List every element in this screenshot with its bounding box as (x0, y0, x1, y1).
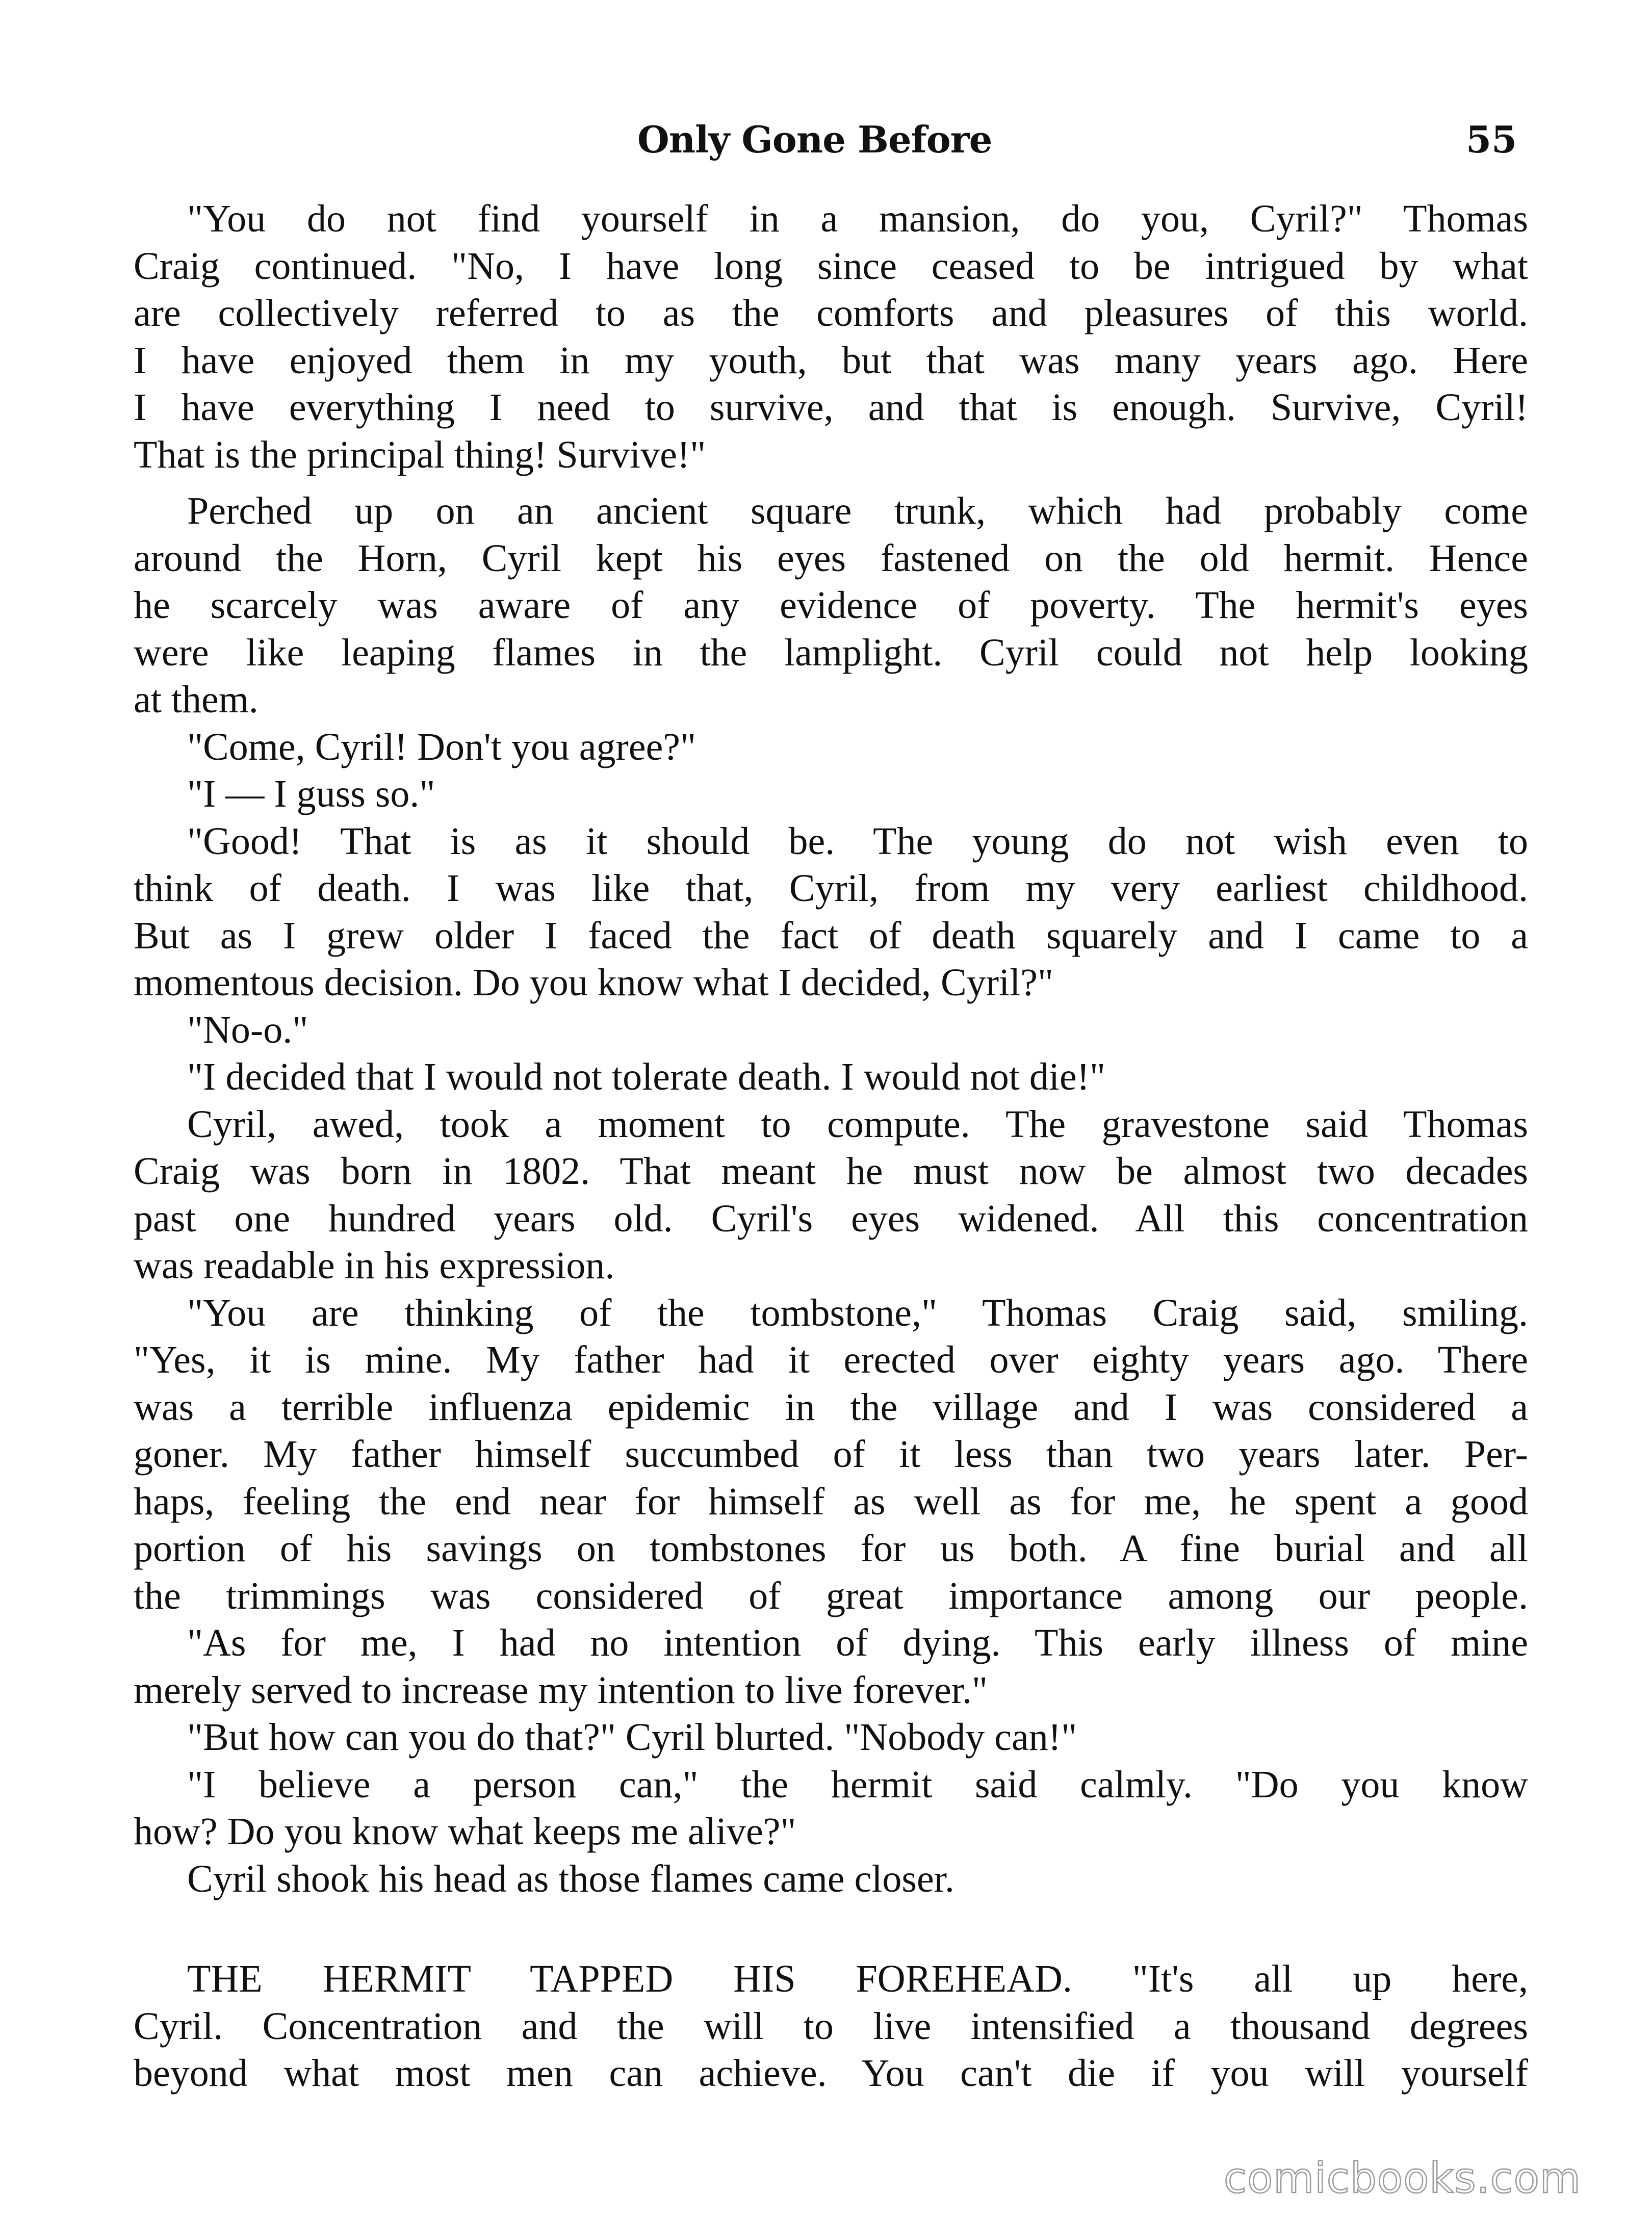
text-line: "You do not find yourself in a mansion, do you, Cyril?" Thomas (187, 197, 1528, 240)
text-line: "No-o." (187, 1008, 308, 1051)
text-line: are collectively referred to as the comforts and pleasures of this world. (134, 292, 1528, 334)
text-line: around the Horn, Cyril kept his eyes fastened on the old hermit. Hence (134, 536, 1528, 580)
text-line: Cyril. Concentration and the will to live intensified a thousand degrees (134, 2004, 1528, 2048)
text-line: THE HERMIT TAPPED HIS FOREHEAD. "It's all up here, (187, 1957, 1528, 2000)
text-line: goner. My father himself succumbed of it less than two years later. Per- (134, 1433, 1528, 1476)
text-line: Craig continued. "No, I have long since ceased to be intrigued by what (134, 244, 1528, 288)
text-line: portion of his savings on tombstones for us both. A fine burial and all (134, 1527, 1528, 1570)
text-line: Cyril shook his head as those flames came closer. (187, 1857, 954, 1900)
text-line: how? Do you know what keeps me alive?" (134, 1810, 796, 1853)
text-line: merely served to increase my intention to live forever." (134, 1668, 988, 1712)
text-line: "Yes, it is mine. My father had it erected over eighty years ago. There (134, 1338, 1528, 1381)
text-line: "Come, Cyril! Don't you agree?" (187, 725, 696, 768)
text-line: "But how can you do that?" Cyril blurted. "Nobody can!" (187, 1716, 1077, 1759)
text-line: "I — I guss so." (187, 772, 435, 815)
text-line: was a terrible influenza epidemic in the village and I was considered a (134, 1385, 1528, 1429)
text-line: past one hundred years old. Cyril's eyes widened. All this concentration (134, 1197, 1528, 1240)
text-line: "I decided that I would not tolerate death. I would not die!" (187, 1055, 1106, 1098)
text-line: Cyril, awed, took a moment to compute. The gravestone said Thomas (187, 1102, 1528, 1146)
text-line: "You are thinking of the tombstone," Thomas Craig said, smiling. (187, 1291, 1528, 1334)
text-line: he scarcely was aware of any evidence of poverty. The hermit's eyes (134, 584, 1528, 627)
text-line: That is the principal thing! Survive!" (134, 433, 706, 476)
text-line: think of death. I was like that, Cyril, from my very earliest childhood. (134, 867, 1528, 910)
text-line: Perched up on an ancient square trunk, which had probably come (187, 489, 1528, 532)
text-line: beyond what most men can achieve. You can't die if you will yourself (134, 2052, 1528, 2095)
text-line: I have enjoyed them in my youth, but that was many years ago. Here (134, 339, 1528, 382)
text-line: momentous decision. Do you know what I decided, Cyril?" (134, 961, 1054, 1004)
text-line: were like leaping flames in the lamplight. Cyril could not help looking (134, 631, 1528, 674)
text-line: But as I grew older I faced the fact of death squarely and I came to a (134, 914, 1528, 957)
text-line: "As for me, I had no intention of dying. This early illness of mine (187, 1621, 1528, 1664)
body-text (134, 195, 1528, 2097)
text-line: "Good! That is as it should be. The young do not wish even to (187, 819, 1528, 863)
text-line: haps, feeling the end near for himself as well as for me, he spent a good (134, 1480, 1528, 1523)
watermark: comicbooks.com (1224, 2154, 1581, 2203)
page-number: 55 (1466, 118, 1517, 161)
text-line: at them. (134, 678, 259, 721)
text-line: the trimmings was considered of great importance among our people. (134, 1574, 1528, 1617)
text-line: I have everything I need to survive, and that is enough. Survive, Cyril! (134, 386, 1528, 429)
text-line: Craig was born in 1802. That meant he must now be almost two decades (134, 1150, 1528, 1193)
text-line: "I believe a person can," the hermit said calmly. "Do you know (187, 1763, 1528, 1806)
text-line: was readable in his expression. (134, 1244, 615, 1287)
running-header-title: Only Gone Before (637, 118, 992, 161)
